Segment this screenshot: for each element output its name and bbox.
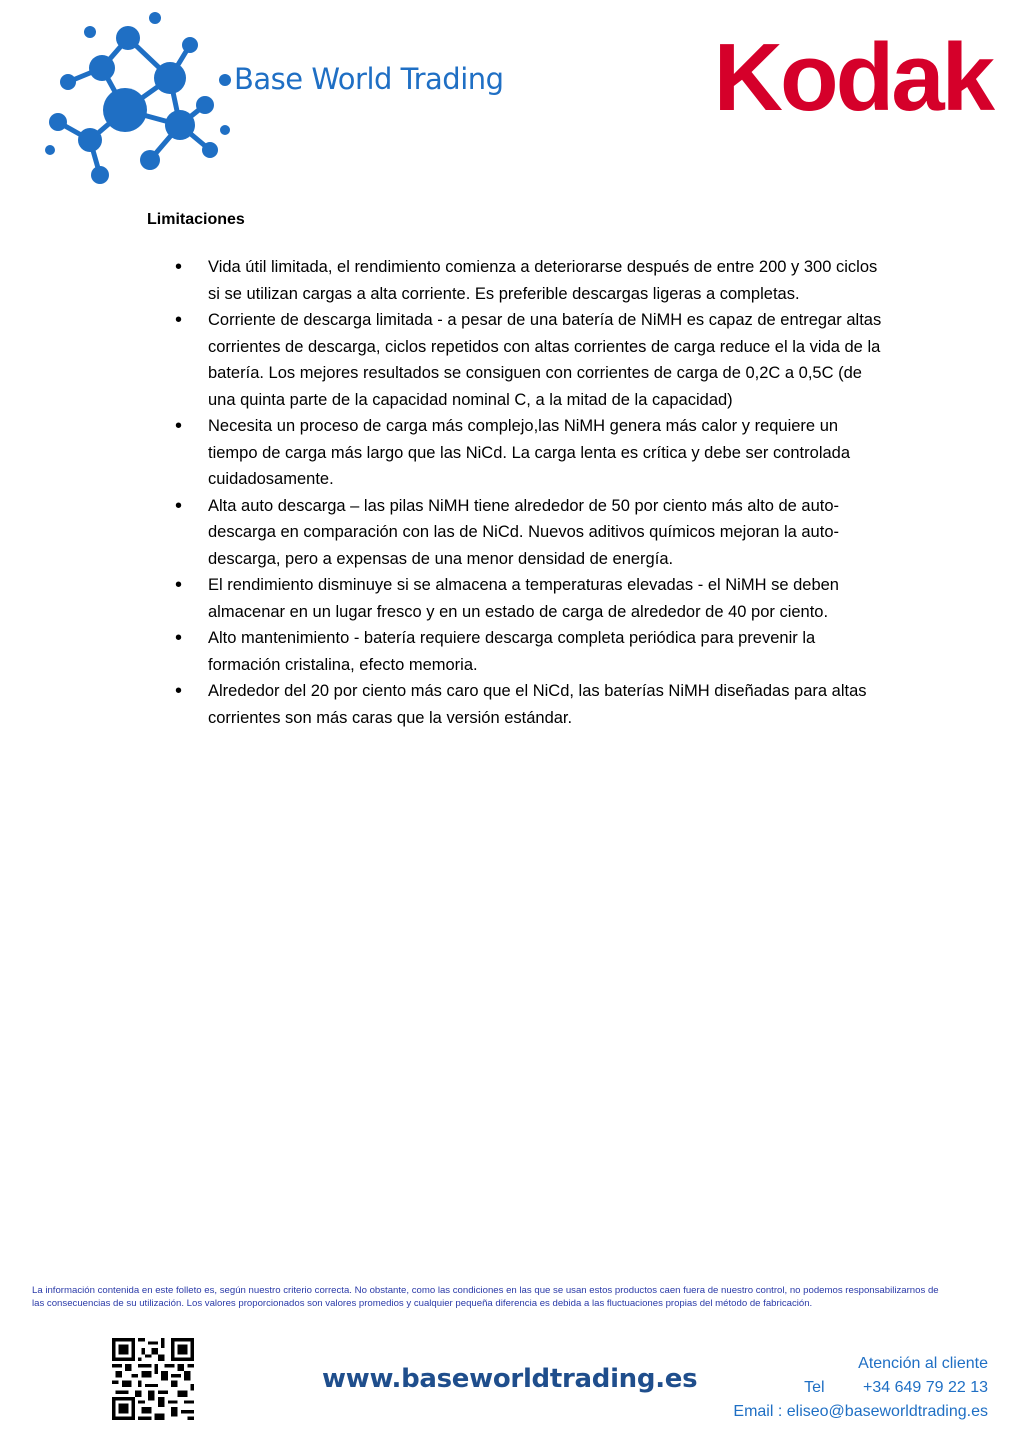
disclaimer-line: La información contenida en este folleto es, según nuestro criterio correcta. No obstante, como las condiciones en las que se usan estos productos caen fuera de nuestro control, no podemos responsabilizarnos de: [32, 1285, 939, 1296]
list-item: • Vida útil limitada, el rendimiento comienza a deteriorarse después de entre 200 y 300 ciclos si se utilizan cargas a alta corriente. Es preferible descargas ligeras a completas.: [147, 254, 887, 307]
tel-value[interactable]: +34 649 79 22 13: [862, 1379, 988, 1396]
molecule-network-logo: [30, 10, 240, 190]
disclaimer-line: las consecuencias de su utilización. Los valores proporcionados son valores promedios y cualquier pequeña diferencia es debida a las fluctuaciones propias del método de fabricación.: [32, 1297, 813, 1309]
tel-label: Tel: [804, 1379, 825, 1396]
list-item: • Alrededor del 20 por ciento más caro que el NiCd, las baterías NiMH diseñadas para altas corrientes son más caras que la versión estándar.: [147, 678, 887, 731]
list-item: • Corriente de descarga limitada - a pesar de una batería de NiMH es capaz de entregar altas corrientes de descarga, ciclos repetidos con altas corrientes de carga reduce el la vida de la batería. Los mejores resultados se consiguen con corrientes de carga de 0,2C a 0,5C (de una quinta parte de la capacidad nominal C, a la mitad de la capacidad): [147, 307, 887, 413]
contact-title: Atención al cliente: [858, 1355, 988, 1372]
list-item: • Necesita un proceso de carga más complejo,las NiMH genera más calor y requiere un tiempo de carga más largo que las NiCd. La carga lenta es crítica y debe ser controlada cuidadosamente.: [147, 413, 887, 493]
email-label: Email :: [733, 1403, 783, 1420]
contact-block: [733, 1352, 988, 1424]
website-link[interactable]: www.baseworldtrading.es: [322, 1364, 698, 1394]
list-item: • Alta auto descarga – las pilas NiMH tiene alrededor de 50 por ciento más alto de auto-descarga en comparación con las de NiCd. Nuevos aditivos químicos mejoran la auto-descarga, pero a expensas de una menor densidad de energía.: [147, 493, 887, 573]
section-heading: Limitaciones: [147, 211, 245, 228]
qr-code-icon: [112, 1338, 194, 1420]
limitations-list: [147, 254, 887, 731]
phone-row: [733, 1376, 988, 1400]
email-row: [733, 1400, 988, 1424]
disclaimer: [32, 1285, 1012, 1310]
kodak-logo: Kodak: [713, 24, 992, 131]
list-item: • El rendimiento disminuye si se almacena a temperaturas elevadas - el NiMH se deben almacenar en un lugar fresco y en un estado de carga de alrededor de 40 por ciento.: [147, 572, 887, 625]
list-item: • Alto mantenimiento - batería requiere descarga completa periódica para prevenir la formación cristalina, efecto memoria.: [147, 625, 887, 678]
email-value[interactable]: eliseo@baseworldtrading.es: [786, 1403, 988, 1420]
brand-name: Base World Trading: [234, 62, 504, 96]
